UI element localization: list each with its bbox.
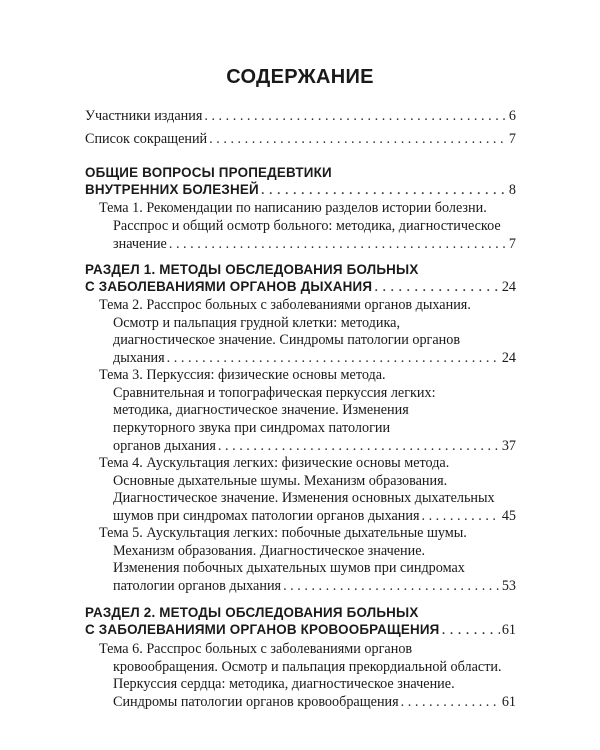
topic-text: Осмотр и пальпация грудной клетки: методика, — [113, 315, 401, 331]
page-number: 7 — [508, 236, 516, 252]
topic-text: Тема 1. Рекомендации по написанию разделов истории болезни. — [99, 200, 487, 216]
topic-text: дыхания — [113, 350, 165, 366]
topic-text: перкуторного звука при синдромах патологии — [113, 420, 391, 436]
toc-topic-4-line1[interactable] — [99, 453, 516, 473]
toc-topic-2-line3 — [113, 330, 516, 350]
toc-entry-abbreviations[interactable] — [85, 129, 516, 149]
leader-dots — [209, 129, 507, 149]
topic-text: Сравнительная и топографическая перкуссия легких: — [113, 385, 436, 401]
topic-text: Изменения побочных дыхательных шумов при синдромах — [113, 560, 465, 576]
toc-topic-3-line1[interactable] — [99, 365, 516, 385]
leader-dots — [283, 576, 500, 596]
page-number: 37 — [501, 438, 516, 454]
leader-dots — [169, 234, 507, 254]
toc-topic-4-line3 — [113, 488, 516, 508]
page-number: 45 — [501, 508, 516, 524]
topic-text: Расспрос и общий осмотр больного: методика, диагностическое — [113, 218, 501, 234]
toc-topic-1-line2 — [113, 216, 516, 236]
section-heading-text: ОБЩИЕ ВОПРОСЫ ПРОПЕДЕВТИКИ — [85, 165, 332, 180]
topic-text: Основные дыхательные шумы. Механизм образования. — [113, 473, 448, 489]
section-heading-text: С ЗАБОЛЕВАНИЯМИ ОРГАНОВ ДЫХАНИЯ — [85, 279, 373, 294]
topic-text: Тема 6. Расспрос больных с заболеваниями органов — [99, 641, 413, 657]
topic-text: Синдромы патологии органов кровообращения — [113, 694, 399, 710]
toc-entry-participants[interactable] — [85, 106, 516, 126]
leader-dots — [441, 620, 499, 640]
leader-dots — [204, 106, 507, 126]
topic-text: Тема 5. Аускультация легких: побочные дыхательные шумы. — [99, 525, 467, 541]
toc-topic-3-line4 — [113, 418, 516, 438]
topic-text: диагностическое значение. Синдромы патологии органов — [113, 332, 461, 348]
topic-text: Тема 2. Расспрос больных с заболеваниями органов дыхания. — [99, 297, 471, 313]
section-heading-general-line2[interactable] — [85, 180, 516, 200]
toc-topic-5-line1[interactable] — [99, 523, 516, 543]
page-title: СОДЕРЖАНИЕ — [226, 66, 374, 88]
topic-text: Диагностическое значение. Изменения основных дыхательных — [113, 490, 495, 506]
toc-topic-6-line3 — [113, 674, 516, 694]
leader-dots — [261, 180, 507, 200]
toc-topic-1-line1[interactable] — [99, 198, 516, 218]
page-number: 6 — [508, 108, 516, 124]
topic-text: Механизм образования. Диагностическое значение. — [113, 543, 426, 559]
topic-text: значение — [113, 236, 167, 252]
topic-text: Тема 3. Перкуссия: физические основы метода. — [99, 367, 386, 383]
page-number: 7 — [508, 131, 516, 147]
section-heading-1-line2[interactable] — [85, 277, 516, 297]
toc-topic-1-line3 — [113, 234, 516, 254]
page-number: 61 — [501, 694, 516, 710]
topic-text: методика, диагностическое значение. Изменения — [113, 402, 409, 418]
toc-topic-5-line4 — [113, 576, 516, 596]
toc-topic-6-line1[interactable] — [99, 639, 516, 659]
topic-text: Тема 4. Аускультация легких: физические основы метода. — [99, 455, 450, 471]
page-number: 61 — [501, 622, 516, 638]
topic-text: шумов при синдромах патологии органов дыхания — [113, 508, 420, 524]
toc-entry-text: Участники издания — [85, 108, 203, 124]
section-heading-text: ВНУТРЕННИХ БОЛЕЗНЕЙ — [85, 182, 259, 197]
toc-topic-5-line3 — [113, 558, 516, 578]
section-heading-text: С ЗАБОЛЕВАНИЯМИ ОРГАНОВ КРОВООБРАЩЕНИЯ — [85, 622, 440, 637]
page-number: 24 — [501, 279, 516, 295]
section-heading-text: РАЗДЕЛ 1. МЕТОДЫ ОБСЛЕДОВАНИЯ БОЛЬНЫХ — [85, 262, 419, 277]
topic-text: органов дыхания — [113, 438, 216, 454]
toc-topic-6-line4 — [113, 692, 516, 712]
leader-dots — [374, 277, 500, 297]
topic-text: патологии органов дыхания — [113, 578, 282, 594]
toc-topic-3-line3 — [113, 400, 516, 420]
leader-dots — [401, 692, 500, 712]
page-number: 8 — [508, 182, 516, 198]
section-heading-2-line2[interactable] — [85, 620, 516, 640]
section-heading-text: РАЗДЕЛ 2. МЕТОДЫ ОБСЛЕДОВАНИЯ БОЛЬНЫХ — [85, 605, 419, 620]
page-number: 24 — [501, 350, 516, 366]
toc-entry-text: Список сокращений — [85, 131, 208, 147]
page-number: 53 — [501, 578, 516, 594]
topic-text: кровообращения. Осмотр и пальпация прекордиальной области. — [113, 659, 502, 675]
topic-text: Перкуссия сердца: методика, диагностическое значение. — [113, 676, 455, 692]
toc-topic-2-line1[interactable] — [99, 295, 516, 315]
